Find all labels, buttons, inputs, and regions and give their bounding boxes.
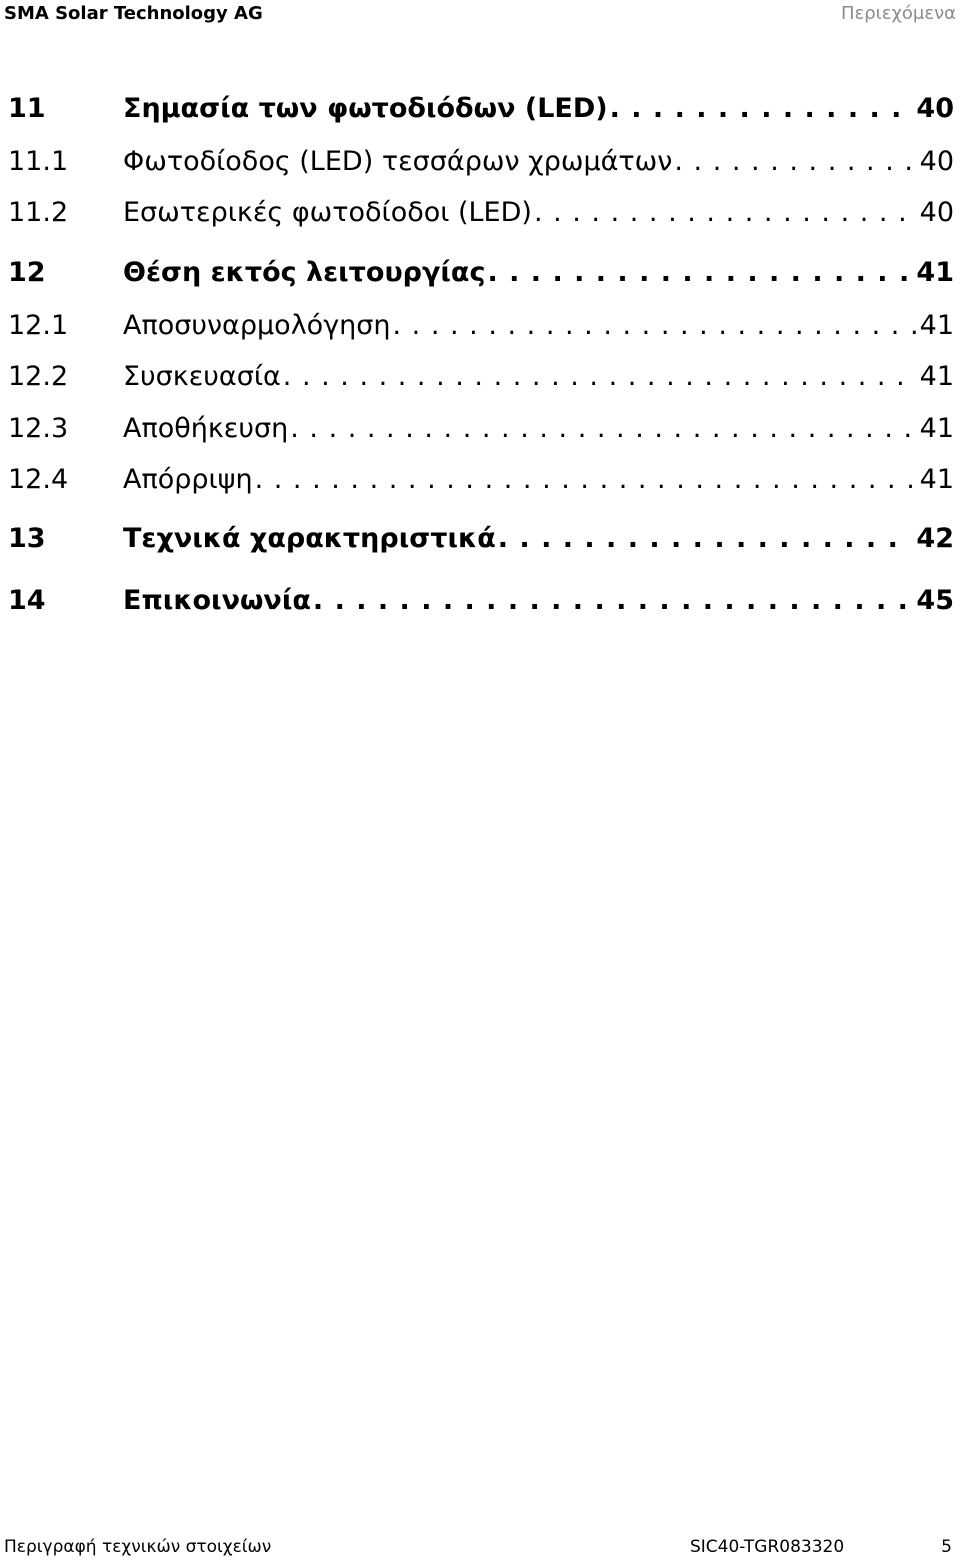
dot-leader (487, 257, 912, 288)
toc-title: Εσωτερικές φωτοδίοδοι (LED) (123, 197, 532, 228)
page-footer (0, 1534, 960, 1564)
toc-entry[interactable] (8, 361, 954, 401)
dot-leader (534, 197, 916, 228)
toc-page-number: 41 (919, 413, 954, 444)
dot-leader (283, 361, 916, 392)
toc-page-number: 41 (919, 310, 954, 341)
toc-title: Συσκευασία (123, 361, 281, 392)
toc-title: Απόρριψη (123, 464, 253, 495)
toc-page-number: 42 (916, 523, 954, 554)
toc-number: 11 (8, 93, 46, 124)
toc-number: 12.4 (8, 464, 69, 495)
toc-title: Θέση εκτός λειτουργίας (123, 257, 486, 288)
section-name: Περιεχόμενα (840, 3, 956, 24)
toc-title: Φωτοδίοδος (LED) τεσσάρων χρωμάτων (123, 146, 673, 177)
dot-leader (674, 146, 915, 177)
toc-number: 11.1 (8, 146, 69, 177)
toc-number: 12.2 (8, 361, 69, 392)
toc-number: 13 (8, 523, 46, 554)
toc-title: Επικοινωνία (123, 585, 311, 616)
dot-leader (290, 413, 915, 444)
toc-title: Αποσυναρμολόγηση (123, 310, 391, 341)
toc-entry[interactable] (8, 257, 954, 297)
dot-leader (255, 464, 916, 495)
toc-entry[interactable] (8, 197, 954, 237)
toc-entry[interactable] (8, 93, 954, 133)
toc-entry[interactable] (8, 310, 954, 350)
toc-page-number: 40 (919, 146, 954, 177)
toc-page-number: 41 (919, 361, 954, 392)
toc-number: 12.1 (8, 310, 69, 341)
toc-page-number: 41 (919, 464, 954, 495)
toc-entry[interactable] (8, 585, 954, 625)
toc-number: 14 (8, 585, 46, 616)
toc-page-number: 40 (919, 197, 954, 228)
page-header (0, 0, 960, 30)
dot-leader (393, 310, 916, 341)
page-number: 5 (941, 1537, 952, 1557)
toc-entry[interactable] (8, 146, 954, 186)
dot-leader (313, 585, 913, 616)
toc-number: 12 (8, 257, 46, 288)
document-title: Περιγραφή τεχνικών στοιχείων (4, 1537, 272, 1557)
toc-page-number: 41 (916, 257, 954, 288)
company-name: SMA Solar Technology AG (4, 3, 263, 24)
toc-title: Τεχνικά χαρακτηριστικά (123, 523, 496, 554)
toc-page-number: 45 (916, 585, 954, 616)
toc-number: 11.2 (8, 197, 69, 228)
toc-entry[interactable] (8, 523, 954, 563)
toc-entry[interactable] (8, 413, 954, 453)
toc-number: 12.3 (8, 413, 69, 444)
toc-title: Αποθήκευση (123, 413, 289, 444)
dot-leader (610, 93, 913, 124)
document-code: SIC40-TGR083320 (690, 1537, 845, 1557)
toc-title: Σημασία των φωτοδιόδων (LED) (123, 93, 608, 124)
toc-entry[interactable] (8, 464, 954, 504)
toc-page-number: 40 (916, 93, 954, 124)
dot-leader (498, 523, 913, 554)
